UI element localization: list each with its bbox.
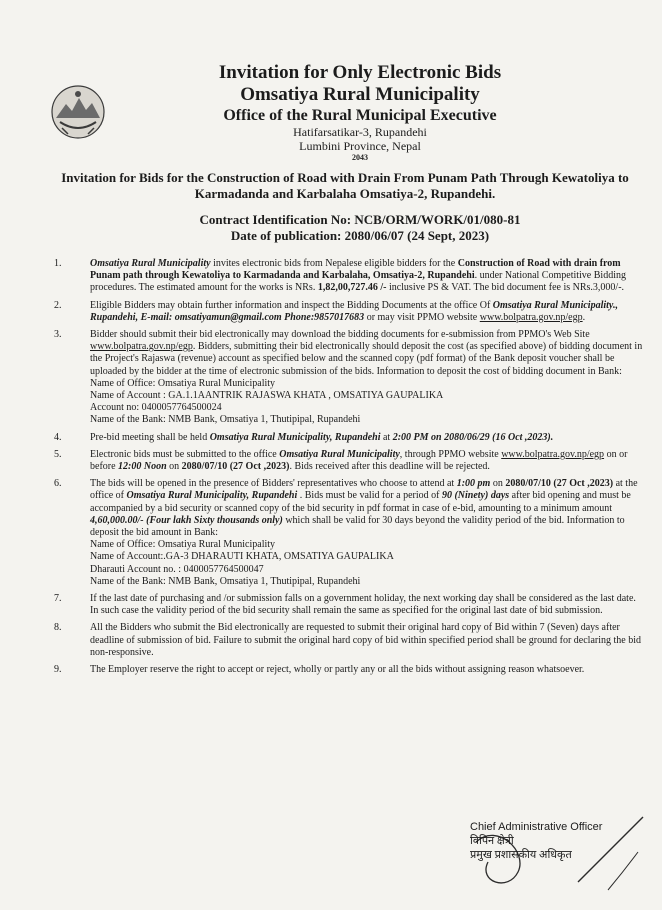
clause-text: The bids will be opened in the presence of Bidders' representatives who choose to attend at xyxy=(90,478,457,490)
clause-number: 3. xyxy=(54,329,62,341)
clause-8 xyxy=(46,622,644,659)
clause-number: 8. xyxy=(54,622,62,634)
signature-block xyxy=(470,820,602,862)
clause-3 xyxy=(46,329,644,427)
ppmo-link[interactable]: www.bolpatra.gov.np/egp xyxy=(501,448,605,460)
clause-text: Construction of Road with drain from Punam path through Kewatoliya to Karmadanda and Karbalaha, Omsatiya-2, Rupandehi xyxy=(90,258,621,282)
clause-text: which shall be valid for 30 days beyond the validity period of the bid. Information to deposit the bid amount in Bank: xyxy=(90,514,625,539)
bank-account-name: Name of Account : GA.1.1AANTRIK RAJASWA KHATA , OMSATIYA GAUPALIKA xyxy=(90,390,444,402)
clause-text: If the last date of purchasing and /or submission falls on a government holiday, the next working day shall be considered as the last date. In such case the validity period of the bid security shall remain the same as specified for the original last date of bid submission. xyxy=(90,593,636,617)
clause-text: on or before xyxy=(90,448,628,473)
clause-text: , through PPMO website xyxy=(399,448,502,460)
clause-text: . under National Competitive Bidding procedures. The estimated amount for the works is NRs. xyxy=(90,270,626,294)
clause-number: 2. xyxy=(54,299,62,311)
bank-account-number: Account no: 0400057764500024 xyxy=(90,402,222,414)
clause-text: on xyxy=(490,478,506,490)
clause-text: on xyxy=(166,461,182,473)
clause-text: inclusive PS & VAT. The bid document fee is NRs.3,000/-. xyxy=(386,282,625,294)
publication-date: Date of publication: 2080/06/07 (24 Sept, 2023) xyxy=(230,228,490,243)
clause-text: All the Bidders who submit the Bid electronically are requested to submit their original hard copy of Bid within 7 (Seven) days after deadline of submission of bid. Failure to submit the original hard copy of bid within specified period shall be ground for declaring the bid non-responsive. xyxy=(90,622,641,658)
clause-text: or may visit PPMO website xyxy=(364,311,480,323)
ppmo-link[interactable]: www.bolpatra.gov.np/egp xyxy=(479,311,583,323)
signatory-title: Chief Administrative Officer xyxy=(470,821,603,833)
clause-text: Omsatiya Rural Municipality xyxy=(279,448,400,460)
ppmo-link[interactable]: www.bolpatra.gov.np/egp xyxy=(90,341,193,353)
clause-number: 9. xyxy=(54,664,62,676)
clause-text: at the office of xyxy=(90,478,638,502)
bank-name: Name of the Bank: NMB Bank, Omsatiya 1, Thutipipal, Rupandehi xyxy=(90,414,361,426)
clause-text: Omsatiya Rural Municipality xyxy=(90,258,211,269)
submission-deadline: 2080/07/10 (27 Oct ,2023) xyxy=(181,461,290,473)
clause-text: Electronic bids must be submitted to the office xyxy=(90,448,280,460)
clause-6 xyxy=(46,478,644,588)
address-line-2: Lumbini Province, Nepal xyxy=(299,139,421,153)
address-line-1: Hatifarsatikar-3, Rupandehi xyxy=(293,125,427,139)
clause-text: Pre-bid meeting shall be held xyxy=(90,431,210,443)
clause-text: invites electronic bids from Nepalese eligible bidders for the xyxy=(210,258,458,269)
clause-text: Omsatiya Rural Municipality, Rupandehi xyxy=(209,431,381,443)
clause-4 xyxy=(46,432,644,444)
bank-account-name: Name of Account:.GA-3 DHARAUTI KHATA, OMSATIYA GAUPALIKA xyxy=(90,551,394,563)
office-name: Office of the Rural Municipal Executive xyxy=(223,107,497,124)
bank-account-number: Dharauti Account no. : 0400057764500047 xyxy=(90,563,264,575)
prebid-date: 2:00 PM on 2080/06/29 (16 Oct ,2023). xyxy=(392,431,554,443)
clause-1 xyxy=(46,258,644,295)
bid-security-amount: 4,60,000.00/- (Four lakh Sixty thousands only) xyxy=(90,514,283,526)
clause-text: 12:00 Noon xyxy=(118,461,167,473)
letterhead xyxy=(76,62,644,162)
clause-5 xyxy=(46,449,644,473)
municipality-name: Omsatiya Rural Municipality xyxy=(240,84,480,105)
bank-name: Name of the Bank: NMB Bank, Omsatiya 1, Thutipipal, Rupandehi xyxy=(90,575,361,587)
clause-list xyxy=(46,258,644,676)
opening-date: 2080/07/10 (27 Oct ,2023) xyxy=(505,478,614,490)
clause-text: Eligible Bidders may obtain further information and inspect the Bidding Documents at the office Of xyxy=(90,299,493,311)
clause-7 xyxy=(46,593,644,617)
contract-id: Contract Identification No: NCB/ORM/WORK/01/080-81 xyxy=(199,212,521,227)
signatory-name: विपिन क्षेत्री xyxy=(470,835,514,847)
clause-text: 90 (Ninety) days xyxy=(441,490,510,502)
clause-text: . Bids must be valid for a period of xyxy=(297,490,442,502)
clause-text: Bidder should submit their bid electronically may download the bidding documents for e-submission from PPMO's Web Site xyxy=(90,329,590,341)
clause-text: at xyxy=(380,431,393,443)
clause-number: 4. xyxy=(54,431,62,443)
clause-text: The Employer reserve the right to accept or reject, wholly or partly any or all the bids without assigning reason whatsoever. xyxy=(90,664,585,676)
clause-text: . xyxy=(582,311,586,323)
contract-block xyxy=(76,212,644,244)
invitation-heading: Invitation for Bids for the Construction of Road with Drain From Punam Path Through Kewatoliya to Karmadanda and Karbalaha Omsatiya-2, Rupandehi. xyxy=(61,170,629,201)
clause-text: after bid opening and must be accompanied by a bid security or scanned copy of the bid security in pdf format in case of e-bid, amounting to a minimum amount xyxy=(90,490,631,514)
bank-office-name: Name of Office: Omsatiya Rural Municipality xyxy=(90,377,276,389)
clause-text: Omsatiya Rural Municipality, Rupandehi xyxy=(126,490,298,502)
clause-number: 7. xyxy=(54,593,62,605)
bank-office-name: Name of Office: Omsatiya Rural Municipality xyxy=(90,539,276,551)
clause-number: 6. xyxy=(54,478,62,490)
clause-number: 5. xyxy=(54,448,62,460)
clause-text: 1:00 pm xyxy=(456,478,491,490)
clause-text: . Bidders, submitting their bid electronically should deposit the cost (as specified above) of bidding document in the Project's Rajaswa (revenue) account as specified below and the scanned copy (pdf format) of the Bank deposit voucher shall be uploaded by the bidder at the time of electronic submission of the bids. Information to deposit the cost of bidding document in Bank: xyxy=(90,341,643,377)
clause-9 xyxy=(46,664,644,676)
clause-2 xyxy=(46,300,644,324)
nepal-emblem-icon xyxy=(50,84,106,140)
stamp-year: 2043 xyxy=(352,153,368,162)
signatory-designation: प्रमुख प्रशासकीय अधिकृत xyxy=(470,849,572,861)
clause-text: . Bids received after this deadline will be rejected. xyxy=(289,461,490,473)
estimated-amount: 1,82,00,727.46 /- xyxy=(317,282,387,294)
notice-title: Invitation for Only Electronic Bids xyxy=(218,62,502,83)
contact-info: Omsatiya Rural Municipality., Rupandehi, E-mail: omsatiyamun@gmail.com Phone:9857017683 xyxy=(90,299,618,323)
clause-number: 1. xyxy=(54,258,62,269)
